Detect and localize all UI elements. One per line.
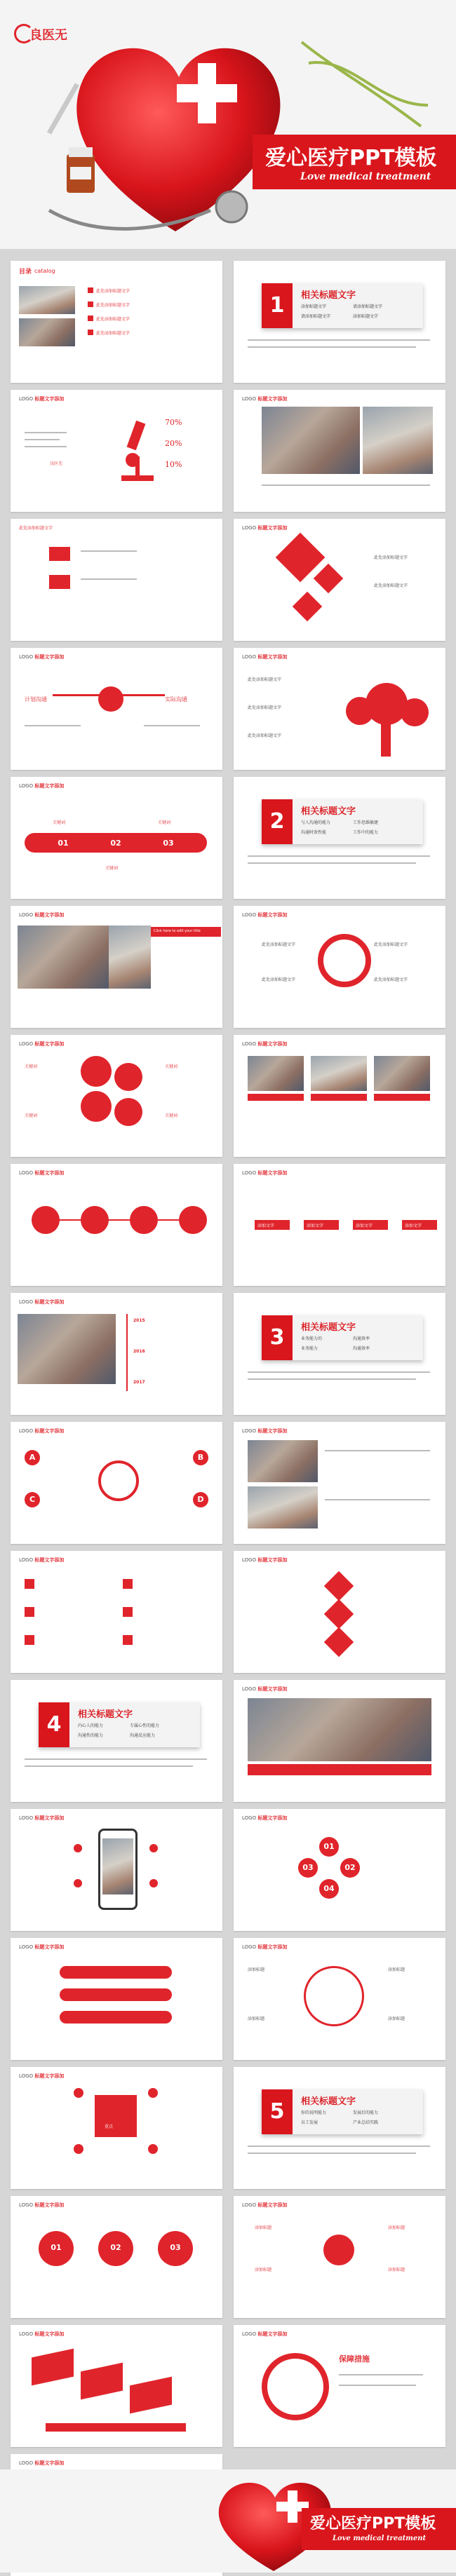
slide-split-circles[interactable] [11,2196,222,2318]
step-label: 关键词 [158,820,171,825]
section-item: 产业总结实践 [353,2120,379,2125]
slide-quad-circle[interactable] [234,1809,445,1931]
section-number: 4 [39,1702,69,1747]
microscope-icon [116,418,158,488]
percent-1: 70% [165,418,182,427]
callout-text: Click here to edit your title [154,929,201,933]
slide-section-5[interactable] [234,2067,445,2189]
catalog-title-en: catalog [34,268,55,274]
slide-photo-crowd[interactable] [234,1680,445,1802]
section-item: 你的说明能力 [301,2110,327,2115]
logo-text-small: 良医无 [50,461,63,466]
gear-icon [81,1056,112,1087]
slide-header: LOGO 标题文字添加 [19,783,65,789]
ending-slide [0,2469,456,2572]
section-item: 沟通性的能力 [78,1733,104,1738]
slide-header: LOGO 标题文字添加 [242,1686,288,1692]
step-number: 01 [58,839,69,848]
section-item: 业务能力 [301,1346,318,1351]
section-item: 沟通时效性能 [301,830,327,835]
center-ring [98,1460,139,1501]
section-item: 沟通效率 [353,1336,370,1341]
text-line [144,725,200,726]
text-line [81,550,137,552]
add-text-label: 添加文字 [307,1223,324,1228]
slide-ribbon-steps[interactable] [11,777,222,899]
section-title: 相关标题文字 [301,1322,356,1333]
photo-caption-bar [311,1094,367,1101]
section-number: 3 [262,1315,293,1360]
slide-percent-stats[interactable] [11,390,222,512]
step-label: 关键词 [105,866,119,871]
octagon-text: 此处添加标题文字 [374,942,408,947]
cover-title-banner [253,135,456,189]
step-number: 03 [163,839,174,848]
quad-num: 02 [344,1863,356,1872]
tree-text: 此处添加标题文字 [248,677,282,682]
heart-graphic [76,48,280,231]
bullet-dot [74,1879,82,1887]
center-dot [323,2235,354,2265]
slide-header: LOGO 标题文字添加 [19,2202,65,2208]
slide-phone-mockup[interactable] [11,1809,222,1931]
knot-graphic [98,686,123,712]
emphasis-label: 重点 [105,2124,114,2129]
diamond-small [314,564,343,593]
diamond-step [324,1599,354,1629]
box-title: 添加标题 [255,2225,272,2230]
section-number: 5 [262,2089,293,2134]
box-title: 添加标题 [255,2267,272,2272]
slide-zigzag[interactable] [234,1551,445,1673]
emphasis-box [95,2095,137,2137]
section-card [262,1315,423,1360]
text-line [248,2153,416,2154]
octagon-text: 此处添加标题文字 [262,942,296,947]
text-line [81,578,137,580]
photo-3 [374,1056,430,1091]
slide-gears[interactable] [11,1035,222,1157]
quad-num: 04 [323,1884,335,1893]
add-text-label: 添加文字 [356,1223,373,1228]
label-practice: 实际沟通 [165,696,187,703]
text-line [25,1765,193,1767]
year-2: 2016 [133,1349,145,1354]
text-line [262,484,430,486]
text-line [339,2374,423,2375]
cover-slide [0,0,456,249]
slide-plan-practice[interactable] [11,648,222,770]
year-1: 2015 [133,1318,145,1323]
slide-diamond-cluster[interactable] [234,519,445,641]
photo-1 [248,1440,318,1482]
step-number: 02 [110,839,121,848]
ring-label: 添加标题 [388,2016,405,2021]
slide-header: LOGO 标题文字添加 [242,396,288,402]
split-num: 01 [51,2243,62,2252]
slide-header: LOGO 标题文字添加 [242,2202,288,2208]
slide-icon-grid[interactable] [11,1551,222,1673]
section-item: 添加标题文字 [301,304,327,309]
section-title: 相关标题文字 [301,2096,356,2107]
slide-header: LOGO 标题文字添加 [19,2073,65,2079]
dot [74,2144,83,2154]
ribbon-segment [130,2377,172,2414]
slide-header: LOGO 标题文字添加 [242,2331,288,2337]
star-icon [123,1635,133,1645]
slide-letters[interactable] [11,1422,222,1544]
photo-team [18,926,109,989]
slide-header: LOGO 标题文字添加 [242,1041,288,1047]
add-text-label: 添加文字 [257,1223,275,1228]
catalog-item-4: 此处添加标题文字 [96,331,130,336]
pill-bar [60,1966,172,1979]
catalog-photo-2 [19,318,75,346]
slide-section-2[interactable] [234,777,445,899]
footer-bar [46,2423,186,2432]
gear-label: 关键词 [165,1113,178,1118]
slide-circles-row[interactable] [11,1164,222,1286]
add-text-label: 添加文字 [405,1223,422,1228]
diamond-text: 此处添加标题文字 [374,555,408,560]
photo-ward [18,1314,116,1384]
section-card [262,283,423,328]
section-item: 工作思维敏捷 [353,820,379,825]
pill-bar [60,1988,172,2001]
gear-icon [114,1098,142,1126]
ring [304,1966,364,2026]
chat-icon [123,1607,133,1617]
diamond-small [293,592,322,621]
slide-header: LOGO 标题文字添加 [19,1944,65,1950]
percent-3: 10% [165,460,182,469]
catalog-bullet [88,330,93,335]
slide-bars[interactable] [11,1938,222,2060]
tree-icon [339,662,437,760]
photo-1 [248,1056,304,1091]
slide-header: LOGO 标题文字添加 [19,1557,65,1563]
slide-header: LOGO 标题文字添加 [19,1428,65,1434]
user-icon [25,1635,34,1645]
ambulance-icon [49,547,70,561]
section-item: 请添加标题文字 [301,314,331,319]
letter: A [29,1453,36,1462]
cover-art [0,0,456,249]
text-line [248,2145,430,2147]
box-title: 添加标题 [388,2225,405,2230]
step-label: 关键词 [53,820,66,825]
section-item: 添加标题文字 [353,314,379,319]
slide-header: LOGO 标题文字添加 [19,654,65,660]
text-line [248,855,430,857]
catalog-item-3: 此处添加标题文字 [96,317,130,322]
slide-octagon[interactable] [234,906,445,1028]
diamond-step [324,1571,354,1601]
slide-photo-callout[interactable] [11,906,222,1028]
slide-header: LOGO 标题文字添加 [19,2331,65,2337]
section-item: 工作中的能力 [353,830,379,835]
slide-header: LOGO 标题文字添加 [19,1170,65,1176]
percent-2: 20% [165,439,182,448]
octagon-text: 此处添加标题文字 [262,977,296,982]
syringe [49,84,77,133]
text-line [325,1499,430,1500]
slide-photo-text[interactable] [234,1422,445,1544]
section-title: 相关标题文字 [301,290,356,301]
slide-header: LOGO 标题文字添加 [242,1170,288,1176]
slide-emphasis[interactable] [11,2067,222,2189]
catalog-bullet [88,316,93,321]
text-line [25,439,60,440]
gear-label: 关键词 [25,1113,38,1118]
slide-header: LOGO 标题文字添加 [242,654,288,660]
slide-header: LOGO 标题文字添加 [19,2460,65,2466]
dot [148,2144,158,2154]
section-item: 与人沟通的能力 [301,820,331,825]
ring-label: 添加标题 [248,2016,265,2021]
tree-text: 此处添加标题文字 [248,705,282,710]
box-title: 添加标题 [388,2267,405,2272]
slide-section-3[interactable] [234,1293,445,1415]
section-title: 相关标题文字 [78,1709,133,1720]
photo-crowd [248,1698,431,1761]
section-card [262,2089,423,2134]
section-card [262,799,423,844]
text-line [325,1450,430,1451]
catalog-bullet [88,301,93,307]
photo-2 [248,1486,318,1528]
text-line [25,1758,207,1760]
slide-header: LOGO 标题文字添加 [242,525,288,531]
gear-label: 关键词 [165,1064,178,1069]
split-num: 03 [170,2243,181,2252]
letter: D [197,1495,204,1504]
year-3: 2017 [133,1380,145,1385]
photo-caption-bar [374,1094,430,1101]
pill-bar [60,2011,172,2023]
section-number: 1 [262,283,293,328]
guarantee-title: 保障措施 [339,2354,370,2364]
ribbon-segment [32,2349,74,2386]
section-item: 沟通反应能力 [130,1733,156,1738]
catalog-item-2: 此处添加标题文字 [96,303,130,308]
text-line [25,725,81,726]
text-line [248,862,416,864]
slide-header: LOGO 标题文字添加 [242,1428,288,1434]
catalog-item-1: 此处添加标题文字 [96,289,130,294]
catalog-title: 目录 [19,269,32,276]
slide-header: LOGO 标题文字添加 [19,396,65,402]
logo-text: 良医无 [29,28,67,43]
dot [148,2088,158,2098]
section-item: 沟通效率 [353,1346,370,1351]
slide-icon-list[interactable] [11,519,222,641]
text-line [339,2385,416,2386]
slide-guarantee[interactable] [234,2325,445,2447]
slide-add-text[interactable] [234,1164,445,1286]
slide-header: LOGO 标题文字添加 [242,1557,288,1563]
photo-patient [363,407,433,474]
mail-icon [123,1579,133,1589]
quad-num: 01 [323,1842,335,1851]
slide-ring-labels[interactable] [234,1938,445,2060]
photo-caption-bar [248,1094,304,1101]
photo-2 [311,1056,367,1091]
split-num: 02 [110,2243,121,2252]
ending-title-banner [302,2508,456,2550]
slide-header: LOGO 标题文字添加 [19,1815,65,1821]
text-line [25,432,67,433]
section-item: 专属心性的能力 [130,1723,160,1728]
cover-title: 爱心医疗PPT模板 [265,146,437,170]
slide-header: LOGO 标题文字添加 [242,1815,288,1821]
section-number: 2 [262,799,293,844]
slide-header: LOGO 标题文字添加 [19,912,65,918]
text-line [248,1378,416,1380]
section-title: 相关标题文字 [301,806,356,817]
bullet-dot [74,1844,82,1852]
phone-screen [102,1838,133,1894]
photo-nurse [109,926,151,989]
diamond-step [324,1627,354,1657]
ring-label: 添加标题 [388,1967,405,1972]
text-line [248,346,416,348]
octagon-graphic [318,934,371,987]
catalog-photo-1 [19,286,75,314]
slide-catalog[interactable] [11,261,222,383]
slide-header: LOGO 标题文字添加 [19,1041,65,1047]
slide-side-boxes[interactable] [234,2196,445,2318]
text-line [25,446,67,447]
ribbon-segment [81,2363,123,2400]
ring-label: 添加标题 [248,1967,265,1972]
phone-icon [25,1607,34,1617]
pie-ring [262,2353,329,2420]
quad-num: 03 [302,1863,314,1872]
slide-section-4[interactable] [11,1680,222,1802]
dna-helix [302,42,428,126]
cover-subtitle: Love medical treatment [300,171,431,182]
slide-header: LOGO 标题文字添加 [242,1944,288,1950]
slide-header: LOGO 标题文字添加 [242,912,288,918]
bullet-dot [149,1844,158,1852]
cross-horizontal [177,84,237,102]
section-item: 发展后的能力 [353,2110,379,2115]
catalog-bullet [88,287,93,293]
slide-photo-strip[interactable] [234,1035,445,1157]
gear-icon [81,1091,112,1122]
letter: B [197,1453,204,1462]
diamond-text: 此处添加标题文字 [374,583,408,588]
slide-tree[interactable] [234,648,445,770]
ending-title: 爱心医疗PPT模板 [310,2515,436,2533]
ending-subtitle: Love medical treatment [333,2535,427,2542]
gear-icon [114,1063,142,1091]
section-card [39,1702,200,1747]
connector-line [32,1219,207,1221]
section-item: 业务能力的 [301,1336,323,1341]
text-line [248,339,430,341]
letter: C [29,1495,36,1504]
slide-timeline-years[interactable] [11,1293,222,1415]
tree-text: 此处添加标题文字 [248,733,282,738]
timeline-line [126,1314,128,1391]
slide-section-1[interactable] [234,261,445,383]
caption-bar [248,1764,431,1775]
slide-header: LOGO 标题文字添加 [19,1299,65,1305]
cart-icon [25,1579,34,1589]
dot [74,2088,83,2098]
bullet-dot [149,1879,158,1887]
gear-label: 关键词 [25,1064,38,1069]
hospital-icon [49,575,70,589]
section-item: 请添加标题文字 [353,304,383,309]
slide-ribbon-steps-2[interactable] [11,2325,222,2447]
section-item: 员工发展 [301,2120,318,2125]
text-line [248,1371,430,1373]
label-plan: 计划沟通 [25,696,47,703]
slide-heading: 此处添加标题文字 [19,526,53,531]
section-item: 内心人的能力 [78,1723,104,1728]
octagon-text: 此处添加标题文字 [374,977,408,982]
slide-photo-doctors[interactable] [234,390,445,512]
photo-doctors [262,407,360,474]
